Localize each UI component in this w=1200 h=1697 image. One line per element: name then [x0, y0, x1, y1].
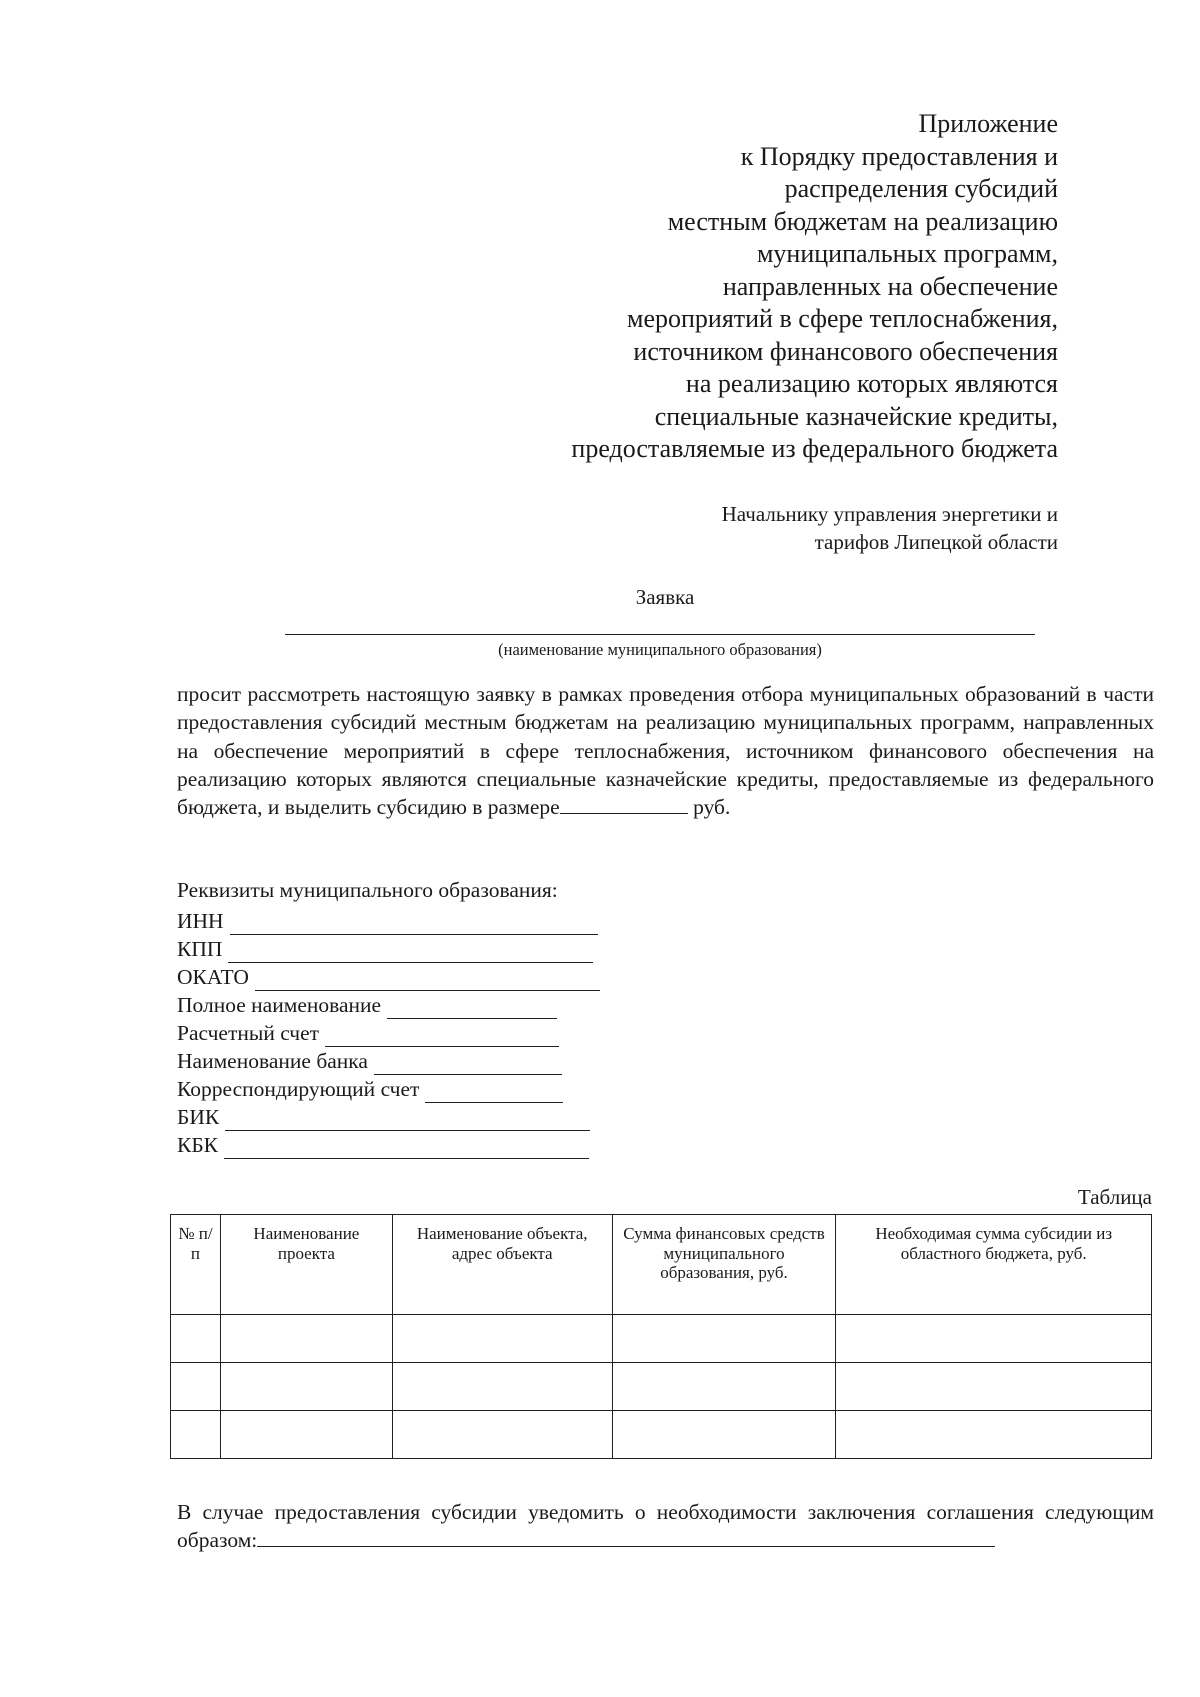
table-cell: [612, 1411, 836, 1459]
requisite-label: Наименование банка: [177, 1049, 368, 1073]
request-text: просит рассмотреть настоящую заявку в рамках проведения отбора муниципальных образований в части предоставления субсидий местным бюджетам на реализацию муниципальных программ, направленных на обеспечение мероприятий в сфере теплоснабжения, источником финансового обеспечения на реализацию которых являются специальные казначейские кредиты, предоставляемые из федерального бюджета, и выделить субсидию в размере: [177, 682, 1154, 820]
requisite-item: [177, 1075, 600, 1103]
addressee: [722, 500, 1058, 556]
appendix-line: мероприятий в сфере теплоснабжения,: [627, 304, 1058, 333]
requisite-item: [177, 1131, 600, 1159]
notification-method-blank: [257, 1526, 995, 1547]
requisite-item: [177, 1047, 600, 1075]
requisite-blank-line: [255, 970, 600, 991]
appendix-line: муниципальных программ,: [756, 239, 1058, 268]
table-cell: [220, 1411, 392, 1459]
requisite-label: Расчетный счет: [177, 1021, 320, 1045]
table-row: [171, 1315, 1152, 1363]
municipality-name-line: [285, 634, 1035, 635]
appendix-line: распределения субсидий: [784, 174, 1058, 203]
table-header-cell: Наименование объекта, адрес объекта: [392, 1215, 612, 1315]
requisites-list: [177, 907, 600, 1159]
table-header-cell: Необходимая сумма субсидии из областного бюджета, руб.: [836, 1215, 1152, 1315]
requisite-label: ИНН: [177, 909, 224, 933]
table-cell: [392, 1411, 612, 1459]
requisite-blank-line: [374, 1054, 562, 1075]
appendix-line: направленных на обеспечение: [722, 271, 1058, 301]
appendix-line: специальные казначейские кредиты,: [654, 401, 1058, 431]
requisite-blank-line: [228, 942, 593, 963]
requisite-label: Корреспондирующий счет: [177, 1077, 420, 1101]
request-paragraph: [177, 680, 1154, 821]
closing-text: В случае предоставления субсидии уведомить о необходимости заключения соглашения следующим образом:: [177, 1500, 1154, 1553]
appendix-line: предоставляемые из федерального бюджета: [571, 434, 1058, 463]
closing-paragraph: [177, 1498, 1154, 1555]
table-cell: [836, 1315, 1152, 1363]
municipality-name-caption: (наименование муниципального образования): [498, 640, 822, 659]
document-title: Заявка: [635, 585, 695, 609]
subsidy-amount-blank: [560, 793, 688, 814]
requisite-item: [177, 1103, 600, 1131]
requisite-blank-line: [230, 914, 598, 935]
table-cell: [836, 1411, 1152, 1459]
table-cell: [171, 1411, 221, 1459]
table-header-cell: Сумма финансовых средств муниципального образования, руб.: [612, 1215, 836, 1315]
table-cell: [220, 1363, 392, 1411]
appendix-header: [571, 108, 1058, 466]
requisite-blank-line: [224, 1138, 589, 1159]
table-cell: [836, 1363, 1152, 1411]
requisite-blank-line: [225, 1110, 590, 1131]
requisite-label: КПП: [177, 937, 223, 961]
requisite-item: [177, 907, 600, 935]
addressee-line-1: Начальнику управления энергетики и: [721, 502, 1058, 526]
requisite-label: ОКАТО: [177, 965, 249, 989]
projects-table: [170, 1214, 1152, 1459]
requisite-blank-line: [425, 1082, 563, 1103]
appendix-line: к Порядку предоставления и: [740, 141, 1058, 171]
requisite-label: БИК: [177, 1105, 220, 1129]
table-cell: [171, 1315, 221, 1363]
table-label: Таблица: [1077, 1185, 1152, 1209]
requisites-title: Реквизиты муниципального образования:: [177, 878, 558, 902]
table-row: [171, 1411, 1152, 1459]
currency-label: руб.: [693, 795, 731, 820]
appendix-line: местным бюджетам на реализацию: [667, 206, 1058, 236]
table-cell: [220, 1315, 392, 1363]
table-header-cell: Наименование проекта: [220, 1215, 392, 1315]
requisite-item: [177, 991, 600, 1019]
appendix-line: на реализацию которых являются: [685, 369, 1058, 398]
table-row: [171, 1363, 1152, 1411]
table-header-cell: № п/п: [171, 1215, 221, 1315]
requisite-blank-line: [387, 998, 557, 1019]
requisite-blank-line: [325, 1026, 559, 1047]
table-cell: [392, 1315, 612, 1363]
appendix-line: источником финансового обеспечения: [633, 336, 1058, 366]
table-cell: [392, 1363, 612, 1411]
table-cell: [612, 1363, 836, 1411]
requisite-label: КБК: [177, 1133, 219, 1157]
appendix-line: Приложение: [918, 109, 1058, 138]
requisite-item: [177, 935, 600, 963]
table-header-row: [171, 1215, 1152, 1315]
requisite-item: [177, 1019, 600, 1047]
table-cell: [612, 1315, 836, 1363]
table-cell: [171, 1363, 221, 1411]
addressee-line-2: тарифов Липецкой области: [814, 530, 1058, 554]
requisite-label: Полное наименование: [177, 993, 382, 1017]
requisite-item: [177, 963, 600, 991]
